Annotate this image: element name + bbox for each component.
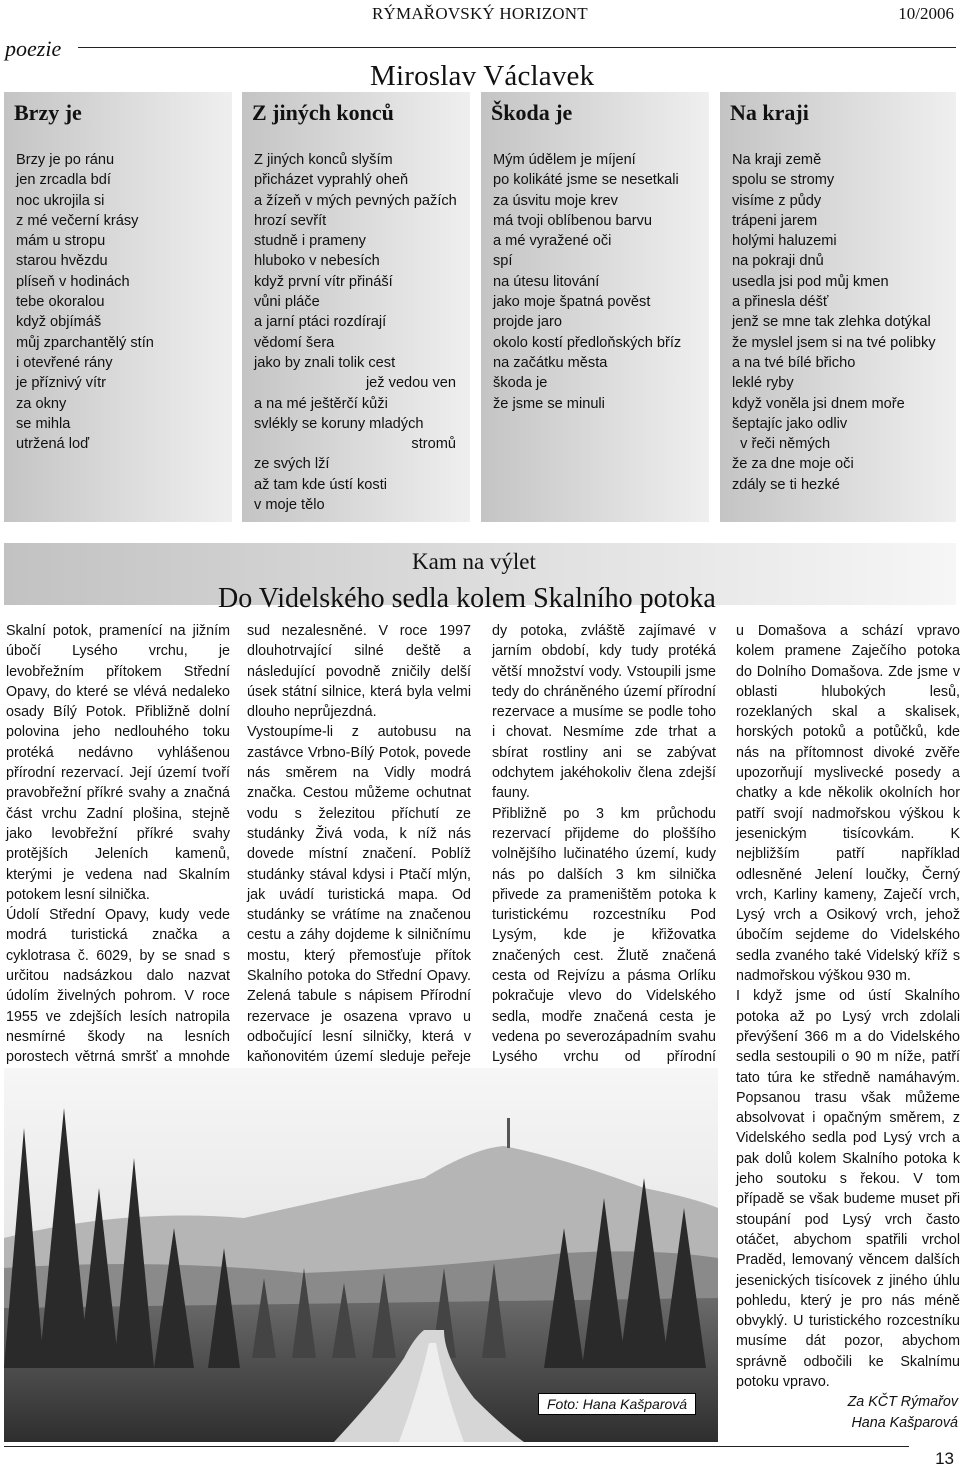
paragraph: Údolí Střední Opavy, kudy vede modrá turistická značka a cyklotrasa č. 6029, by se snad s určitou nadsázkou dalo nazvat údolím živelných pohrom. V roce 1955 ve zdejších lesích natropila nesmírné škody na lesních porostech větrná smršť a mnohde	[6, 907, 230, 1066]
paragraph: u Domašova a schází vpravo kolem pramene Zaječího potoka do Dolního Domašova. Zde jsme v oblasti hlubokých lesů, rozeklaných skal a skalisek, horských potoků a potůčků, kde nás na přítomnost divoké zvěře upozorňují myslivecké posedy a chatky a kde několik okolních hor patří svojí nadmořskou výškou k jesenickým tisícovkám. K nejbližším patří například odlesněné Jelení loučky, Černý vrch, Karliny kameny, Zaječí vrch, Lysý vrch a Osikový vrch, jehož úbočím sejdeme do Videlského sedla zvaného také Videlský kříž s nadmořskou výškou 930 m.	[736, 623, 960, 985]
poem-title: Brzy je	[14, 100, 82, 125]
poem-box-4	[720, 92, 956, 522]
poem-title: Na kraji	[730, 100, 809, 125]
header-rule	[78, 47, 956, 48]
forest-photo-illustration	[4, 1068, 718, 1442]
poem-text: Brzy je po ránu jen zrcadla bdí noc ukrojila si z mé večerní krásy mám u stropu starou hvězdu plíseň v hodinách tebe okoralou když objímáš můj zparchantělý stín i otevřené rány je příznivý vítr za okny se mihla utržená loď	[16, 152, 154, 453]
paragraph: Vystoupíme-li z autobusu na zastávce Vrbno-Bílý Potok, povede nás směrem na Vidly modrá značka. Cestou můžeme ochutnat vodu s železitou příchutí ze studánky Živá voda, k níž nás dovede místní značení. Poblíž studánky stával kdysi i Ptačí mlýn, jak uvádí turistická mapa. Od studánky se vrátíme na značenou cestu a záhy dojdeme k silničnímu mostu, který přemosťuje přítok Skalního potoka do Střední Opavy. Zelená tabule s nápisem Přírodní rezervace je osazena vpravo u odbočující lesní silničky, která v kaňonovitém území sleduje peřeje	[247, 724, 471, 1066]
paragraph: sud nezalesněné. V roce 1997 dlouhotrvající silné deště a následující povodně zničily delší úsek státní silnice, která byla velmi dlouho neprůjezdná.	[247, 623, 471, 721]
poem-box-1	[4, 92, 232, 522]
poem-text: Mým údělem je míjení po kolikáté jsme se nesetkali za úsvitu moje krev má tvoji oblíbenou barvu a mé vyražené oči spí na útesu litování jako moje špatná pověst projde jaro okolo kostí předloňských bříz na začátku města škoda je že jsme se minuli	[493, 152, 682, 412]
paragraph: Přibližně po 3 km průchodu rezervací přijdeme do ploššího volnějšího lučinatého území, kudy nás po dalších 3 km silnička přivede za prameništěm potoka k turistickému rozcestníku Pod Lysým, kde je křižovatka značených cest. Žlutě značená cesta od Rejvízu a pásma Orlíku pokračuje vlevo do Videlského sedla, modře značená cesta je vedena po severozápadním svahu Lysého vrchu od přírodní	[492, 805, 716, 1066]
article-headline: Do Videlského sedla kolem Skalního potoka	[218, 583, 716, 614]
paragraph: Skalní potok, pramenící na jižním úbočí Lysého vrchu, je levobřežním přítokem Střední Opavy, do které se vlévá nedaleko osady Bílý Potok. Přibližně dolní polovina jeho nedlouhého toku protéká nedávno vyhlášenou přírodní rezervací. Její území tvoří pravobřežní příkré svahy a značná část vrchu Zadní plošina, stejně jako levobřežní příkré svahy protějších Jeleních kamenů, kterými je vedena nad Skalním potokem lesní silnička.	[6, 623, 230, 903]
signature: Za KČT Rýmařov Hana Kašparová	[847, 1394, 958, 1431]
article-column-1	[6, 621, 230, 1088]
footer-rule	[4, 1446, 909, 1447]
poem-box-2	[242, 92, 470, 522]
paragraph: dy potoka, zvláště zajímavé v jarním období, kdy tudy protéká větší množství vody. Vstoupili jsme tedy do chráněného území přírodní rezervace a musíme se podle toho i chovat. Nesmíme zde trhat a sbírat rostliny ani se zabývat odchytem jakéhokoliv člena zdejší fauny.	[492, 623, 716, 802]
poem-box-3	[481, 92, 709, 522]
paragraph: I když jsme od ústí Skalního potoka až po Lysý vrch zdolali převýšení 366 m a do Videlského sedla sestoupili o 90 m níže, patří tato túra ke středně namáhavým. Popsanou trasu však můžeme absolvovat i opačným směrem, z Videlského sedla pod Lysý vrch a pak dolů kolem Skalního potoka k jeho soutoku s řekou. V tom případě se však budeme muset při stoupání pod Lysý vrch často otáčet, abychom spatřili vrchol Praděd, lemovaný věncem dalších jesenických tisícovek z jiného úhlu pohledu, který je pro nás méně obvyklý. U turistického rozcestníku musíme dát pozor, abychom správně odbočili ke Skalnímu potoku vpravo.	[736, 988, 960, 1390]
article-column-4	[736, 621, 960, 1433]
forest-road-photo	[4, 1068, 718, 1442]
page-number: 13	[935, 1449, 954, 1468]
section-label: poezie	[5, 36, 67, 62]
poem-author: Miroslav Václavek	[370, 60, 595, 92]
article-column-3	[492, 621, 716, 1088]
poem-title: Z jiných konců	[252, 100, 394, 125]
article-column-2	[247, 621, 471, 1088]
poem-title: Škoda je	[491, 100, 573, 125]
article-kicker: Kam na výlet	[412, 549, 536, 574]
poem-text: Z jiných konců slyším přicházet vyprahlý oheň a žízeň v mých pevných pažích hrozí sevřít studně i prameny hluboko v nebesích když první vítr přináší vůni pláče a jarní ptáci rozdírají vědomí šera jako by znali tolik cest jež vedou ven a na mé ještěrčí kůži svlékly se koruny mladých stromů ze svých lží až tam kde ústí kosti v moje tělo	[254, 152, 457, 514]
issue-number: 10/2006	[898, 4, 954, 23]
photo-caption: Foto: Hana Kašparová	[538, 1393, 696, 1415]
magazine-title: RÝMAŘOVSKÝ HORIZONT	[372, 4, 588, 23]
poem-text: Na kraji země spolu se stromy visíme z půdy trápeni jarem holými haluzemi na pokraji dnů usedla jsi pod můj kmen a přinesla déšť jenž se mne tak zlehka dotýkal že myslel jsem si na tvé polibky a na tvé bílé břicho leklé ryby když voněla jsi dnem moře šeptajíc jako odliv v řeči němých že za dne moje oči zdály se ti hezké	[732, 152, 936, 493]
